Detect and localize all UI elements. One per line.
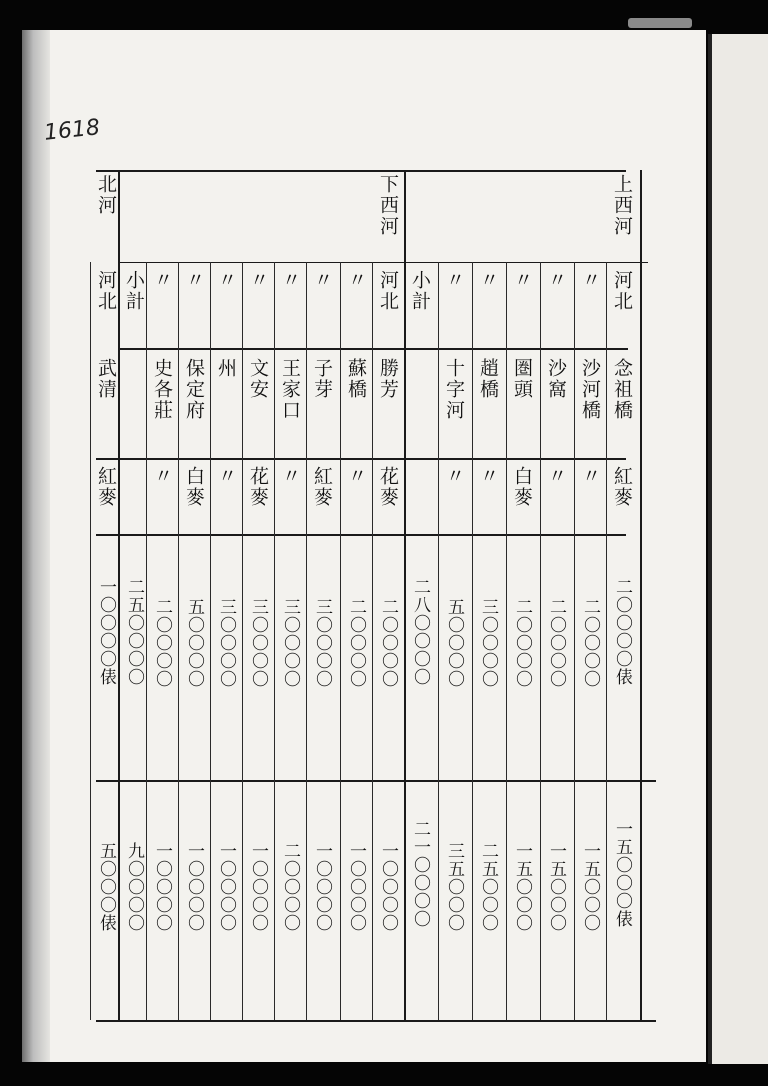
- table-rule-group-1: [118, 170, 120, 1020]
- province-c1: 河北: [611, 270, 633, 312]
- folio-number: 1618: [42, 115, 102, 146]
- grain-type-c9: 〃: [345, 466, 367, 487]
- province-c2: 〃: [579, 270, 601, 291]
- table-rule-region: [118, 262, 648, 263]
- quantity-2-c2: 一五〇〇〇: [580, 842, 600, 932]
- quantity-2-c9: 一〇〇〇〇: [346, 842, 366, 932]
- quantity-2-c7: 二一〇〇〇〇: [410, 820, 430, 928]
- quantity-2-c14: 一〇〇〇〇: [184, 842, 204, 932]
- quantity-2-c11: 二〇〇〇〇: [280, 842, 300, 932]
- quantity-1-c2: 二〇〇〇〇: [580, 598, 600, 688]
- quantity-1-c5: 三〇〇〇〇: [478, 598, 498, 688]
- table-rule-v-1: [574, 262, 575, 1020]
- table-rule-h-5: [96, 1020, 656, 1022]
- table-rule-group-0: [404, 170, 406, 1020]
- table-rule-v-13: [178, 262, 179, 1020]
- quantity-2-c6: 三五〇〇〇: [444, 842, 464, 932]
- grain-type-c2: 〃: [579, 466, 601, 487]
- quantity-1-c11: 三〇〇〇〇: [280, 598, 300, 688]
- table-rule-v-8: [340, 262, 341, 1020]
- province-c11: 〃: [279, 270, 301, 291]
- quantity-1-c13: 三〇〇〇〇: [216, 598, 236, 688]
- quantity-2-c8: 一〇〇〇〇: [378, 842, 398, 932]
- place-name-c13: 州: [215, 358, 237, 379]
- grain-type-c14: 白麥: [183, 466, 205, 508]
- province-c3: 〃: [545, 270, 567, 291]
- province-c8: 河北: [377, 270, 399, 312]
- grain-type-c4: 白麥: [511, 466, 533, 508]
- province-c9: 〃: [345, 270, 367, 291]
- province-c4: 〃: [511, 270, 533, 291]
- table-rule-v-12: [210, 262, 211, 1020]
- grain-type-c6: 〃: [443, 466, 465, 487]
- quantity-1-c6: 五〇〇〇〇: [444, 598, 464, 688]
- quantity-1-c15: 二〇〇〇〇: [152, 598, 172, 688]
- place-name-c1: 念祖橋: [611, 358, 633, 421]
- grain-type-c15: 〃: [151, 466, 173, 487]
- table-rule-h-3: [96, 534, 626, 536]
- grain-type-c10: 紅麥: [311, 466, 333, 508]
- region-label-c1: 上西河: [611, 174, 633, 237]
- quantity-1-c3: 二〇〇〇〇: [546, 598, 566, 688]
- quantity-2-c10: 一〇〇〇〇: [312, 842, 332, 932]
- province-c12: 〃: [247, 270, 269, 291]
- grain-type-c13: 〃: [215, 466, 237, 487]
- province-c17: 河北: [95, 270, 117, 312]
- table-rule-v-11: [242, 262, 243, 1020]
- quantity-2-c1: 一五〇〇〇俵: [612, 820, 632, 928]
- province-c13: 〃: [215, 270, 237, 291]
- province-c15: 〃: [151, 270, 173, 291]
- quantity-1-c17: 一〇〇〇〇俵: [96, 578, 116, 686]
- grain-type-c12: 花麥: [247, 466, 269, 508]
- province-c14: 〃: [183, 270, 205, 291]
- grain-type-c8: 花麥: [377, 466, 399, 508]
- table-rule-v-0: [606, 262, 607, 1020]
- province-c7: 小計: [409, 270, 431, 312]
- region-label-c8: 下西河: [377, 174, 399, 237]
- quantity-1-c16: 二五〇〇〇〇: [124, 578, 144, 686]
- table-rule-v-3: [506, 262, 507, 1020]
- grain-type-c17: 紅麥: [95, 466, 117, 508]
- place-name-c17: 武清: [95, 358, 117, 400]
- province-c5: 〃: [477, 270, 499, 291]
- quantity-1-c12: 三〇〇〇〇: [248, 598, 268, 688]
- province-c10: 〃: [311, 270, 333, 291]
- table-rule-v-10: [274, 262, 275, 1020]
- place-name-c14: 保定府: [183, 358, 205, 421]
- grain-type-c5: 〃: [477, 466, 499, 487]
- province-c16: 小計: [123, 270, 145, 312]
- place-name-c6: 十字河: [443, 358, 465, 421]
- quantity-2-c12: 一〇〇〇〇: [248, 842, 268, 932]
- quantity-1-c10: 三〇〇〇〇: [312, 598, 332, 688]
- table-rule-v-7: [372, 262, 373, 1020]
- quantity-1-c4: 二〇〇〇〇: [512, 598, 532, 688]
- quantity-2-c16: 九〇〇〇〇: [124, 842, 144, 932]
- table-rule-v-16: [90, 262, 91, 1020]
- table-rule-v-14: [146, 262, 147, 1020]
- place-name-c15: 史各莊: [151, 358, 173, 421]
- quantity-1-c8: 二〇〇〇〇: [378, 598, 398, 688]
- table-rule-h-0: [96, 170, 626, 172]
- quantity-2-c13: 一〇〇〇〇: [216, 842, 236, 932]
- table-rule-v-2: [540, 262, 541, 1020]
- quantity-2-c4: 一五〇〇〇: [512, 842, 532, 932]
- quantity-2-c5: 二五〇〇〇: [478, 842, 498, 932]
- table-rule-v-9: [306, 262, 307, 1020]
- grain-type-c11: 〃: [279, 466, 301, 487]
- quantity-1-c1: 二〇〇〇〇俵: [612, 578, 632, 686]
- region-label-c17: 北河: [95, 174, 117, 216]
- quantity-2-c3: 一五〇〇〇: [546, 842, 566, 932]
- quantity-1-c9: 二〇〇〇〇: [346, 598, 366, 688]
- quantity-2-c15: 一〇〇〇〇: [152, 842, 172, 932]
- place-name-c3: 沙窩: [545, 358, 567, 400]
- place-name-c9: 蘇橋: [345, 358, 367, 400]
- place-name-c2: 沙河橋: [579, 358, 601, 421]
- place-name-c4: 圏頭: [511, 358, 533, 400]
- place-name-c8: 勝芳: [377, 358, 399, 400]
- quantity-1-c14: 五〇〇〇〇: [184, 598, 204, 688]
- table-rule-v-5: [438, 262, 439, 1020]
- grain-type-c3: 〃: [545, 466, 567, 487]
- place-name-c12: 文安: [247, 358, 269, 400]
- table-rule-v-4: [472, 262, 473, 1020]
- province-c6: 〃: [443, 270, 465, 291]
- grain-type-c1: 紅麥: [611, 466, 633, 508]
- table-rule-h-1: [118, 348, 628, 350]
- place-name-c10: 子芽: [311, 358, 333, 400]
- table-rule-group-2: [640, 170, 642, 1020]
- table-rule-h-2: [96, 458, 626, 460]
- place-name-c5: 趙橋: [477, 358, 499, 400]
- quantity-2-c17: 五〇〇〇俵: [96, 842, 116, 932]
- place-name-c11: 王家口: [279, 358, 301, 421]
- table-rule-h-4: [96, 780, 656, 782]
- quantity-1-c7: 二八〇〇〇〇: [410, 578, 430, 686]
